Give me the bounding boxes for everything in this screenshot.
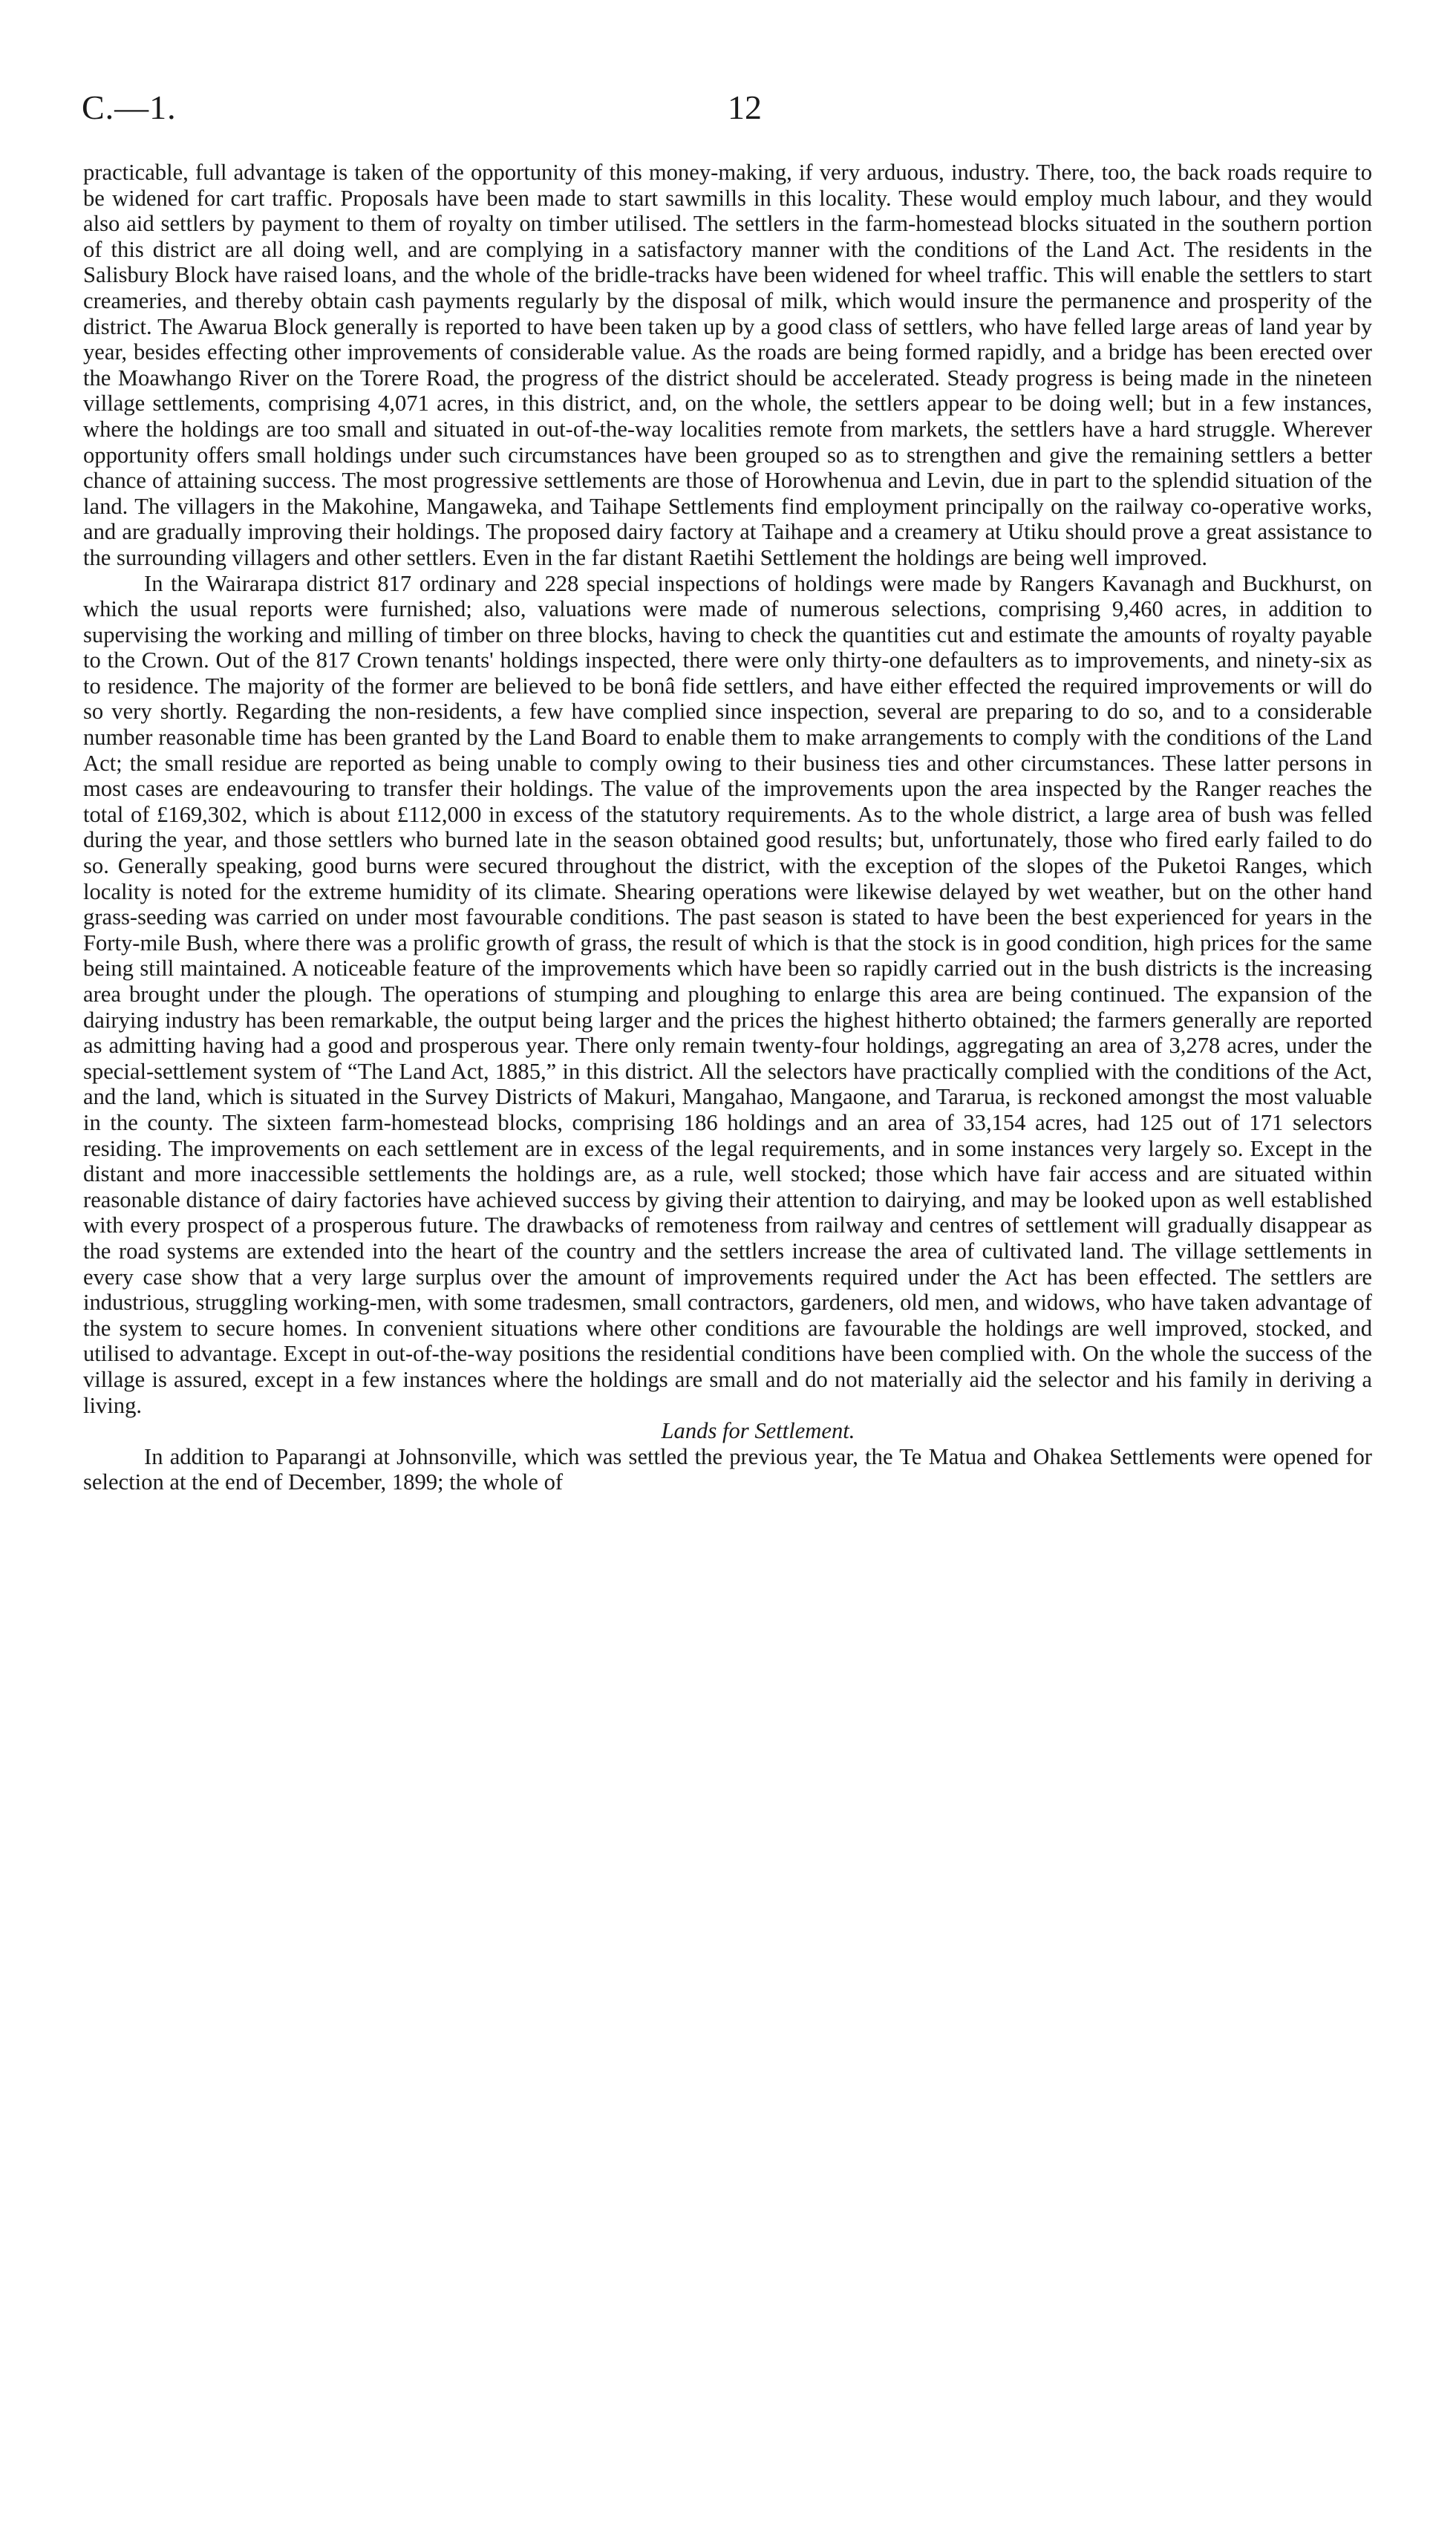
document-reference: C.—1. (82, 88, 177, 126)
section-heading: Lands for Settlement. (661, 1418, 855, 1444)
page-number: 12 (728, 88, 762, 126)
page-header (82, 88, 1374, 132)
paragraph-wairarapa: In the Wairarapa district 817 ordinary and 228 special inspections of holdings were made by Rangers Kavanagh and Buckhurst, on which the usual reports were furnished; also, valuations were made of numerous selections, comprising 9,460 acres, in addition to supervising the working and milling of timber on three blocks, having to check the quantities cut and estimate the amounts of royalty payable to the Crown. Out of the 817 Crown tenants' holdings inspected, there were only thirty-one defaulters as to improvements, and ninety-six as to residence. The majority of the former are believed to be bonâ fide settlers, and have either effected the required improvements or will do so very shortly. Regarding the non-residents, a few have complied since inspection, several are preparing to do so, and to a considerable number reasonable time has been granted by the Land Board to enable them to make arrangements to comply with the conditions of the Land Act; the small residue are reported as being unable to comply owing to their business ties and other circumstances. These latter persons in most cases are endeavouring to transfer their holdings. The value of the improvements upon the area inspected by the Ranger reaches the total of £169,302, which is about £112,000 in excess of the statutory requirements. As to the whole district, a large area of bush was felled during the year, and those settlers who burned late in the season obtained good results; but, unfortunately, those who fired early failed to do so. Generally speaking, good burns were secured throughout the district, with the exception of the slopes of the Puketoi Ranges, which locality is noted for the extreme humidity of its climate. Shearing operations were likewise delayed by wet weather, but on the other hand grass-seeding was carried on under most favourable conditions. The past season is stated to have been the best experienced for years in the Forty-mile Bush, where there was a prolific growth of grass, the result of which is that the stock is in good condition, high prices for the same being still maintained. A noticeable feature of the improvements which have been so rapidly carried out in the bush districts is the increasing area brought under the plough. The operations of stumping and ploughing to enlarge this area are being continued. The expansion of the dairying industry has been remarkable, the output being larger and the prices the highest hitherto obtained; the farmers generally are reported as admitting having had a good and prosperous year. There only remain twenty-four holdings, aggregating an area of 3,278 acres, under the special-settlement system of “The Land Act, 1885,” in this district. All the selectors have practically complied with the conditions of the Act, and the land, which is situated in the Survey Districts of Makuri, Mangahao, Mangaone, and Tararua, is reckoned amongst the most valuable in the county. The sixteen farm-homestead blocks, comprising 186 holdings and an area of 33,154 acres, had 125 out of 171 selectors residing. The improvements on each settlement are in excess of the legal requirements, and in some instances very largely so. Except in the distant and more inaccessible settlements the holdings are, as a rule, well stocked; those which have fair access and are situated within reasonable distance of dairy factories have achieved success by giving their attention to dairying, and may be looked upon as well established with every prospect of a prosperous future. The drawbacks of remoteness from railway and centres of settlement will gradually disappear as the road systems are extended into the heart of the country and the settlers increase the area of cultivated land. The village settlements in every case show that a very large surplus over the amount of improvements required under the Act has been effected. The settlers are industrious, struggling working-men, with some tradesmen, small contractors, gardeners, old men, and widows, who have taken advantage of the system to secure homes. In convenient situations where other conditions are favourable the holdings are well improved, stocked, and utilised to advantage. Except in out-of-the-way positions the residential conditions have been complied with. On the whole the success of the village is assured, except in a few instances where the holdings are small and do not materially aid the selector and his family in deriving a living. (83, 570, 1372, 1418)
paragraph-lands-for-settlement: In addition to Paparangi at Johnsonville, which was settled the previous year, the Te Matua and Ohakea Settlements were opened for selection at the end of December, 1899; the whole of (83, 1443, 1372, 1495)
paragraph-continued: practicable, full advantage is taken of the opportunity of this money-making, if very arduous, industry. There, too, the back roads require to be widened for cart traffic. Proposals have been made to start sawmills in this locality. These would employ much labour, and they would also aid settlers by payment to them of royalty on timber utilised. The settlers in the farm-homestead blocks situated in the southern portion of this district are all doing well, and are complying in a satisfactory manner with the conditions of the Land Act. The residents in the Salisbury Block have raised loans, and the whole of the bridle-tracks have been widened for wheel traffic. This will enable the settlers to start creameries, and thereby obtain cash payments regularly by the disposal of milk, which would insure the permanence and prosperity of the district. The Awarua Block generally is reported to have been taken up by a good class of settlers, who have felled large areas of land year by year, besides effecting other improvements of considerable value. As the roads are being formed rapidly, and a bridge has been erected over the Moawhango River on the Torere Road, the progress of the district should be accelerated. Steady progress is being made in the nineteen village settlements, comprising 4,071 acres, in this district, and, on the whole, the settlers appear to be doing well; but in a few instances, where the holdings are too small and situated in out-of-the-way localities remote from markets, the settlers have a hard struggle. Wherever opportunity offers small holdings under such circumstances have been grouped so as to strengthen and give the remaining settlers a better chance of attaining success. The most progressive settlements are those of Horowhenua and Levin, due in part to the splendid situation of the land. The villagers in the Makohine, Mangaweka, and Taihape Settlements find employment principally on the railway co-operative works, and are gradually improving their holdings. The proposed dairy factory at Taihape and a creamery at Utiku should prove a great assistance to the surrounding villagers and other settlers. Even in the far distant Raetihi Settlement the holdings are being well improved. (83, 160, 1372, 570)
body-text (83, 160, 1372, 1495)
